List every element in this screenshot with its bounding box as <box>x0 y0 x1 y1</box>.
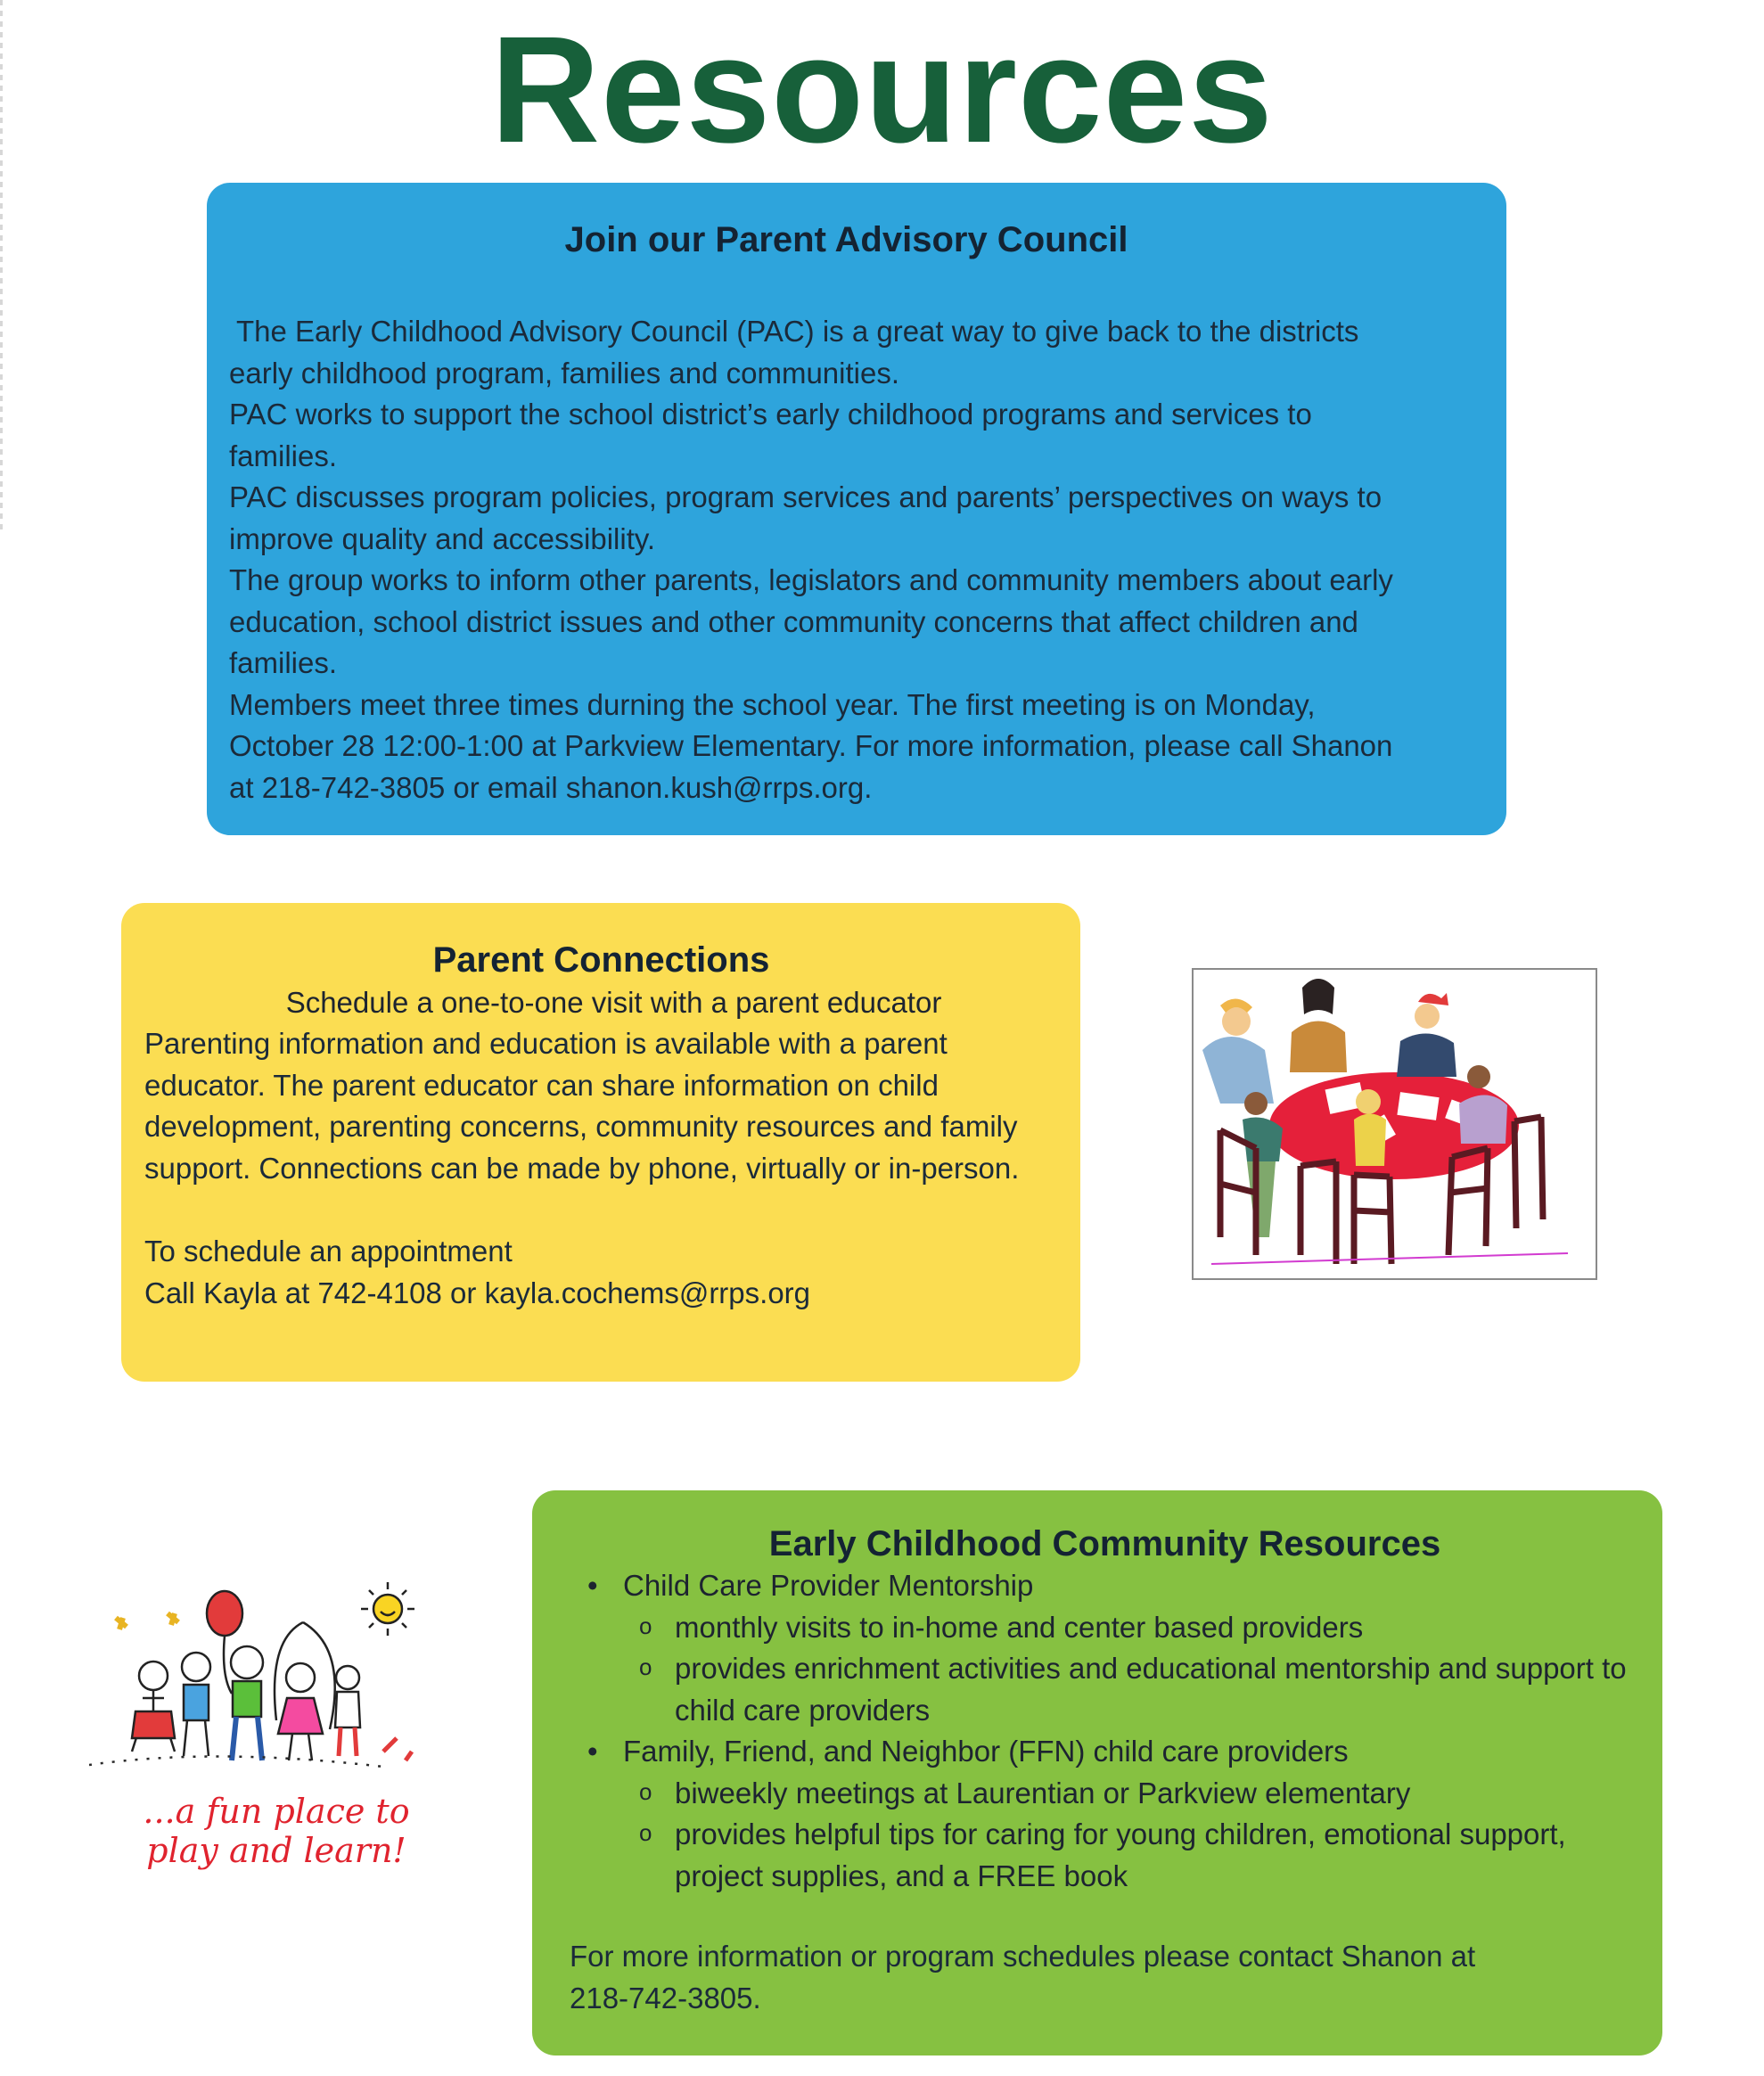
pac-line: PAC works to support the school district’s early childhood programs and services to <box>229 398 1312 431</box>
connections-subheading: Schedule a one-to-one visit with a parent educator <box>285 986 942 1019</box>
community-contact <box>570 1936 1640 2019</box>
contact-phone: 218-742-3805. <box>570 1981 761 2014</box>
logo-tagline-line1: ...a fun place to <box>143 1792 410 1831</box>
connections-line: Parenting information and education is available with a parent <box>144 1027 948 1060</box>
community-heading: Early Childhood Community Resources <box>768 1524 1441 1563</box>
pac-box <box>207 183 1506 835</box>
pac-line: education, school district issues and other community concerns that affect children and <box>229 604 1358 638</box>
connections-body <box>144 1023 1058 1314</box>
pac-line: at 218-742-3805 or email shanon.kush@rrps.org. <box>229 770 873 804</box>
sub-list-item: o provides helpful tips for caring for young children, emotional support, project supplies, and a FREE book <box>623 1814 1640 1897</box>
sub-list-item: o biweekly meetings at Laurentian or Parkview elementary <box>623 1773 1640 1815</box>
sub-list <box>623 1607 1640 1732</box>
pac-line: families. <box>229 439 338 472</box>
sub-list <box>623 1773 1640 1898</box>
community-list <box>570 1565 1640 1897</box>
pac-line: Members meet three times durning the school year. The first meeting is on Monday, <box>229 687 1316 721</box>
connections-line: educator. The parent educator can share information on child <box>144 1068 939 1102</box>
pac-line: The group works to inform other parents, legislators and community members about early <box>229 563 1393 596</box>
pac-line: The Early Childhood Advisory Council (PAC) is a great way to give back to the districts <box>236 315 1359 348</box>
spacer <box>144 1189 1058 1231</box>
contact-line: For more information or program schedules please contact Shanon at <box>570 1940 1476 1973</box>
meeting-table-illustration <box>1192 968 1597 1280</box>
connections-line: development, parenting concerns, community resources and family <box>144 1110 1018 1143</box>
sub-list-item: o monthly visits to in-home and center based providers <box>623 1607 1640 1649</box>
appointment-contact: Call Kayla at 742-4108 or kayla.cochems@rrps.org <box>144 1276 811 1309</box>
list-item-label: Child Care Provider Mentorship <box>623 1569 1034 1602</box>
pac-heading: Join our Parent Advisory Council <box>564 220 1128 259</box>
pac-line: early childhood program, families and communities. <box>229 356 900 390</box>
community-box <box>532 1490 1662 2055</box>
list-item-label: Family, Friend, and Neighbor (FFN) child care providers <box>623 1735 1349 1768</box>
pac-line: improve quality and accessibility. <box>229 521 656 555</box>
pac-line: October 28 12:00-1:00 at Parkview Elementary. For more information, please call Shanon <box>229 729 1393 762</box>
list-item <box>570 1731 1640 1897</box>
sub-list-item: o provides enrichment activities and educational mentorship and support to child care providers <box>623 1648 1640 1731</box>
pac-line: families. <box>229 646 338 679</box>
connections-line: support. Connections can be made by phone, virtually or in-person. <box>144 1151 1020 1185</box>
pac-body <box>229 311 1464 808</box>
connections-heading: Parent Connections <box>432 940 770 980</box>
meeting-table-icon <box>1194 970 1596 1278</box>
list-item <box>570 1565 1640 1731</box>
logo-tagline-line2: play and learn! <box>146 1831 406 1870</box>
connections-box <box>121 903 1080 1382</box>
appointment-label: To schedule an appointment <box>144 1235 513 1268</box>
page-title: Resources <box>490 5 1274 175</box>
pac-line: PAC discusses program policies, program services and parents’ perspectives on ways to <box>229 480 1382 513</box>
